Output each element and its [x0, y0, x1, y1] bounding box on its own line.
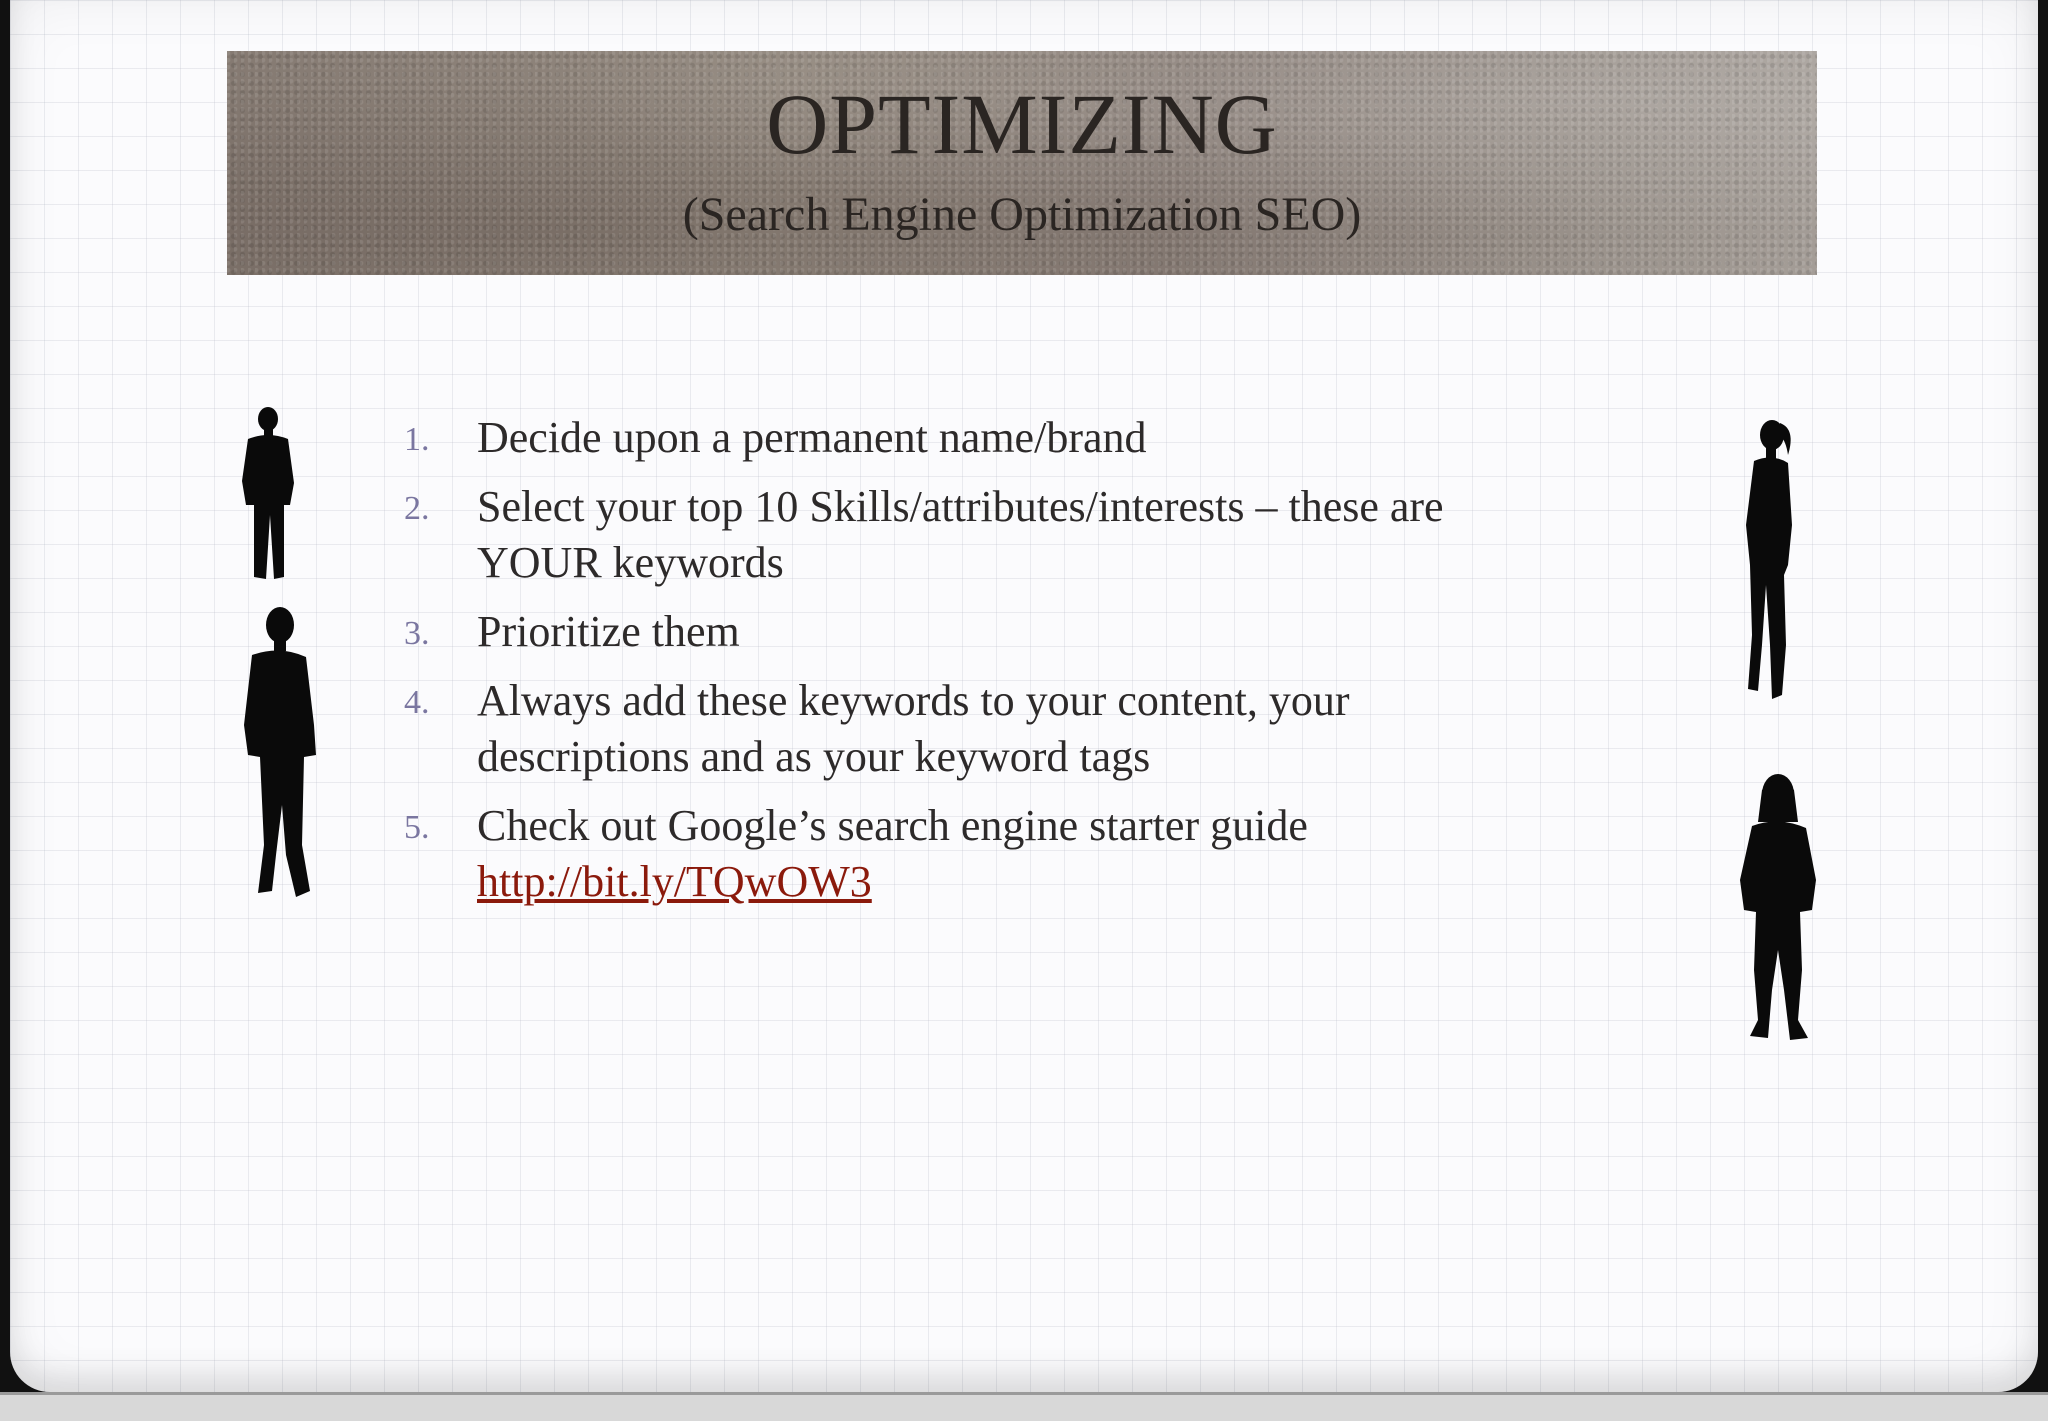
list-item-text: Always add these keywords to your content, your descriptions and as your keyword tags: [477, 676, 1350, 781]
list-number: 1.: [404, 421, 430, 458]
list-item: [388, 410, 1568, 466]
list-item: [388, 673, 1568, 785]
title-banner: [227, 51, 1817, 275]
list-number: 2.: [404, 490, 430, 527]
list-item-text: Decide upon a permanent name/brand: [477, 413, 1147, 462]
google-guide-link[interactable]: http://bit.ly/TQwOW3: [477, 857, 872, 906]
list-item: [388, 604, 1568, 660]
list-number: 5.: [404, 809, 430, 846]
woman-silhouette-icon: [1728, 770, 1828, 1045]
list-item-text: Check out Google’s search engine starter guide: [477, 801, 1308, 850]
slide-title: OPTIMIZING: [766, 76, 1278, 172]
window-bottom-edge: [0, 1392, 2048, 1421]
list-item: [388, 798, 1568, 910]
list-item-text: Select your top 10 Skills/attributes/interests – these are YOUR keywords: [477, 482, 1444, 587]
list-number: 4.: [404, 684, 430, 721]
slide: [10, 0, 2038, 1392]
slide-subtitle: (Search Engine Optimization SEO): [682, 188, 1362, 241]
list-number: 3.: [404, 615, 430, 652]
list-item: [388, 479, 1568, 591]
woman-silhouette-icon: [1730, 415, 1810, 705]
man-silhouette-icon: [230, 605, 330, 902]
man-silhouette-icon: [232, 405, 302, 580]
list-item-text: Prioritize them: [477, 607, 740, 656]
bullet-list: [388, 410, 1568, 923]
